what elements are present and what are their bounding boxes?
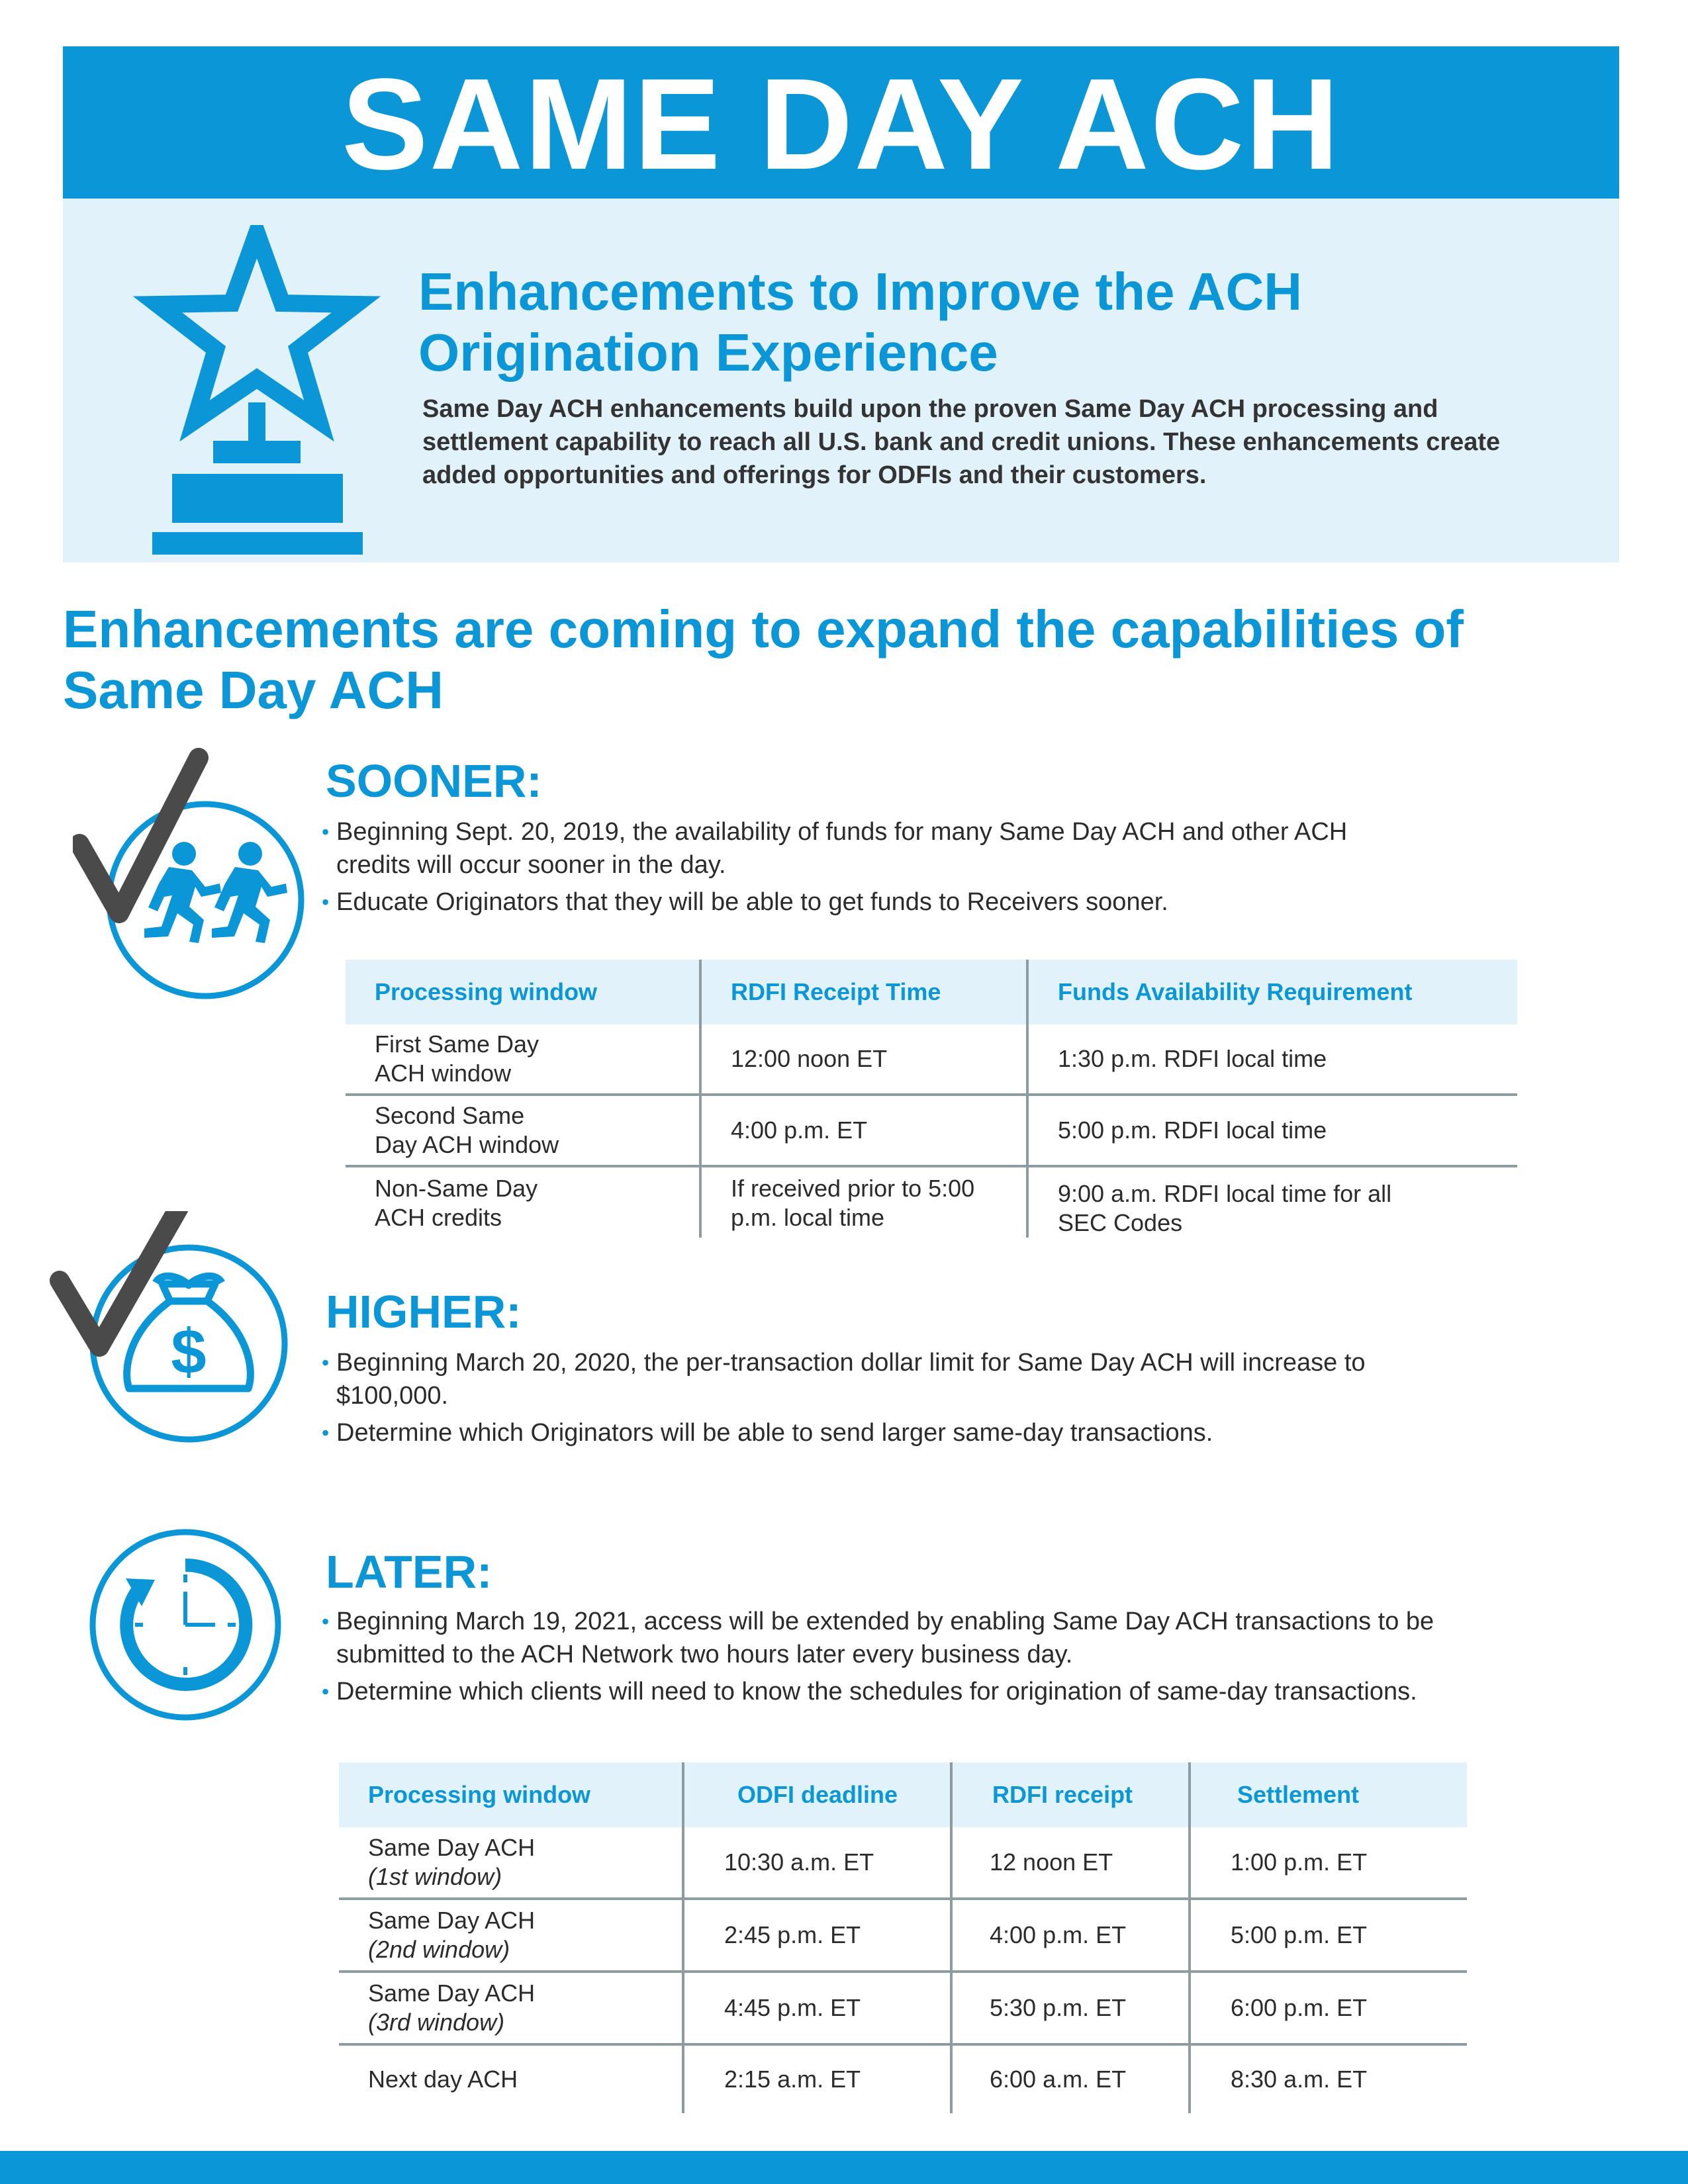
list-item: • Beginning March 20, 2020, the per-transaction dollar limit for Same Day ACH will increase to $100,000. bbox=[322, 1346, 1387, 1412]
table-cell: Second Same Day ACH window bbox=[346, 1095, 700, 1166]
table-header-row bbox=[339, 1762, 1467, 1827]
window-sub: (2nd window) bbox=[368, 1936, 510, 1963]
window-sub: (1st window) bbox=[368, 1863, 502, 1890]
section-heading: Enhancements are coming to expand the capabilities of Same Day ACH bbox=[63, 600, 1464, 719]
later-bullets bbox=[322, 1605, 1533, 1712]
processing-schedule-table bbox=[339, 1762, 1467, 2113]
clock-refresh-icon bbox=[86, 1525, 285, 1724]
table-cell bbox=[339, 1827, 683, 1899]
list-item: • Beginning March 19, 2021, access will be extended by enabling Same Day ACH transactions to be submitted to the ACH Network two hours later every business day. bbox=[322, 1605, 1533, 1671]
table-cell: 9:00 a.m. RDFI local time for all SEC Codes bbox=[1027, 1166, 1517, 1238]
sooner-bullets bbox=[322, 815, 1354, 923]
table-cell: 5:00 p.m. ET bbox=[1190, 1899, 1467, 1972]
list-item: • Beginning Sept. 20, 2019, the availability of funds for many Same Day ACH and other ACH credits will occur sooner in the day. bbox=[322, 815, 1354, 882]
table-cell: 1:00 p.m. ET bbox=[1190, 1827, 1467, 1899]
intro-body: Same Day ACH enhancements build upon the proven Same Day ACH processing and settlement capability to reach all U.S. bank and credit unions. These enhancements create added opportunities and offerings for ODFIs and their customers. bbox=[422, 395, 1501, 489]
list-item: • Determine which Originators will be able to send larger same-day transactions. bbox=[322, 1416, 1387, 1449]
table-cell: First Same Day ACH window bbox=[375, 1030, 539, 1087]
table-row bbox=[346, 1166, 1517, 1238]
table-header-row bbox=[346, 960, 1517, 1024]
column-header: Processing window bbox=[339, 1762, 683, 1827]
higher-title: HIGHER: bbox=[326, 1286, 522, 1338]
table-cell bbox=[339, 2044, 683, 2113]
table-cell: 2:45 p.m. ET bbox=[683, 1899, 951, 1972]
trophy-star-icon bbox=[118, 225, 396, 556]
table-cell: 4:00 p.m. ET bbox=[951, 1899, 1190, 1972]
table-cell: 1:30 p.m. RDFI local time bbox=[1027, 1024, 1517, 1095]
page-title: SAME DAY ACH bbox=[342, 52, 1340, 197]
sooner-title: SOONER: bbox=[326, 755, 542, 807]
column-header: Settlement bbox=[1190, 1762, 1467, 1827]
column-header: RDFI receipt bbox=[951, 1762, 1190, 1827]
window-sub: (3rd window) bbox=[368, 2009, 505, 2036]
dollar-sign-icon: $ bbox=[171, 1316, 207, 1387]
table-row bbox=[339, 1972, 1467, 2044]
table-cell: 12 noon ET bbox=[951, 1827, 1190, 1899]
table-cell: 6:00 a.m. ET bbox=[951, 2044, 1190, 2113]
table-cell: 10:30 a.m. ET bbox=[683, 1827, 951, 1899]
table-row bbox=[346, 1095, 1517, 1166]
table-row bbox=[339, 1827, 1467, 1899]
higher-bullets bbox=[322, 1346, 1387, 1453]
table-cell: If received prior to 5:00 p.m. local time bbox=[700, 1166, 1027, 1238]
sooner-circle bbox=[109, 804, 301, 996]
column-header: RDFI Receipt Time bbox=[700, 960, 1027, 1024]
column-header: Funds Availability Requirement bbox=[1027, 960, 1517, 1024]
later-title: LATER: bbox=[326, 1546, 492, 1598]
header-band bbox=[63, 46, 1619, 199]
table-cell: 6:00 p.m. ET bbox=[1190, 1972, 1467, 2044]
table-cell: 8:30 a.m. ET bbox=[1190, 2044, 1467, 2113]
funds-availability-table bbox=[346, 960, 1517, 1238]
table-row bbox=[346, 1024, 1517, 1095]
window-name: Same Day ACH bbox=[368, 1834, 536, 1861]
window-name: Next day ACH bbox=[368, 2066, 518, 2093]
higher-icon-group bbox=[50, 1211, 301, 1463]
table-cell: 12:00 noon ET bbox=[700, 1024, 1027, 1095]
footer-band bbox=[0, 2151, 1688, 2184]
table-cell: 4:45 p.m. ET bbox=[683, 1972, 951, 2044]
window-name: Same Day ACH bbox=[368, 1907, 536, 1934]
sooner-icon-group bbox=[73, 745, 311, 1009]
window-name: Same Day ACH bbox=[368, 1979, 536, 2007]
table-row bbox=[339, 2044, 1467, 2113]
table-cell: 2:15 a.m. ET bbox=[683, 2044, 951, 2113]
table-cell bbox=[339, 1972, 683, 2044]
column-header: ODFI deadline bbox=[683, 1762, 951, 1827]
intro-heading: Enhancements to Improve the ACH Origination Experience bbox=[418, 262, 1303, 382]
column-header: Processing window bbox=[346, 960, 700, 1024]
table-cell: 5:00 p.m. RDFI local time bbox=[1027, 1095, 1517, 1166]
table-cell: 4:00 p.m. ET bbox=[700, 1095, 1027, 1166]
table-cell: 5:30 p.m. ET bbox=[951, 1972, 1190, 2044]
table-cell bbox=[339, 1899, 683, 1972]
table-cell: Non-Same Day ACH credits bbox=[346, 1166, 700, 1238]
table-row bbox=[339, 1899, 1467, 1972]
list-item: • Determine which clients will need to know the schedules for origination of same-day transactions. bbox=[322, 1675, 1533, 1708]
list-item: • Educate Originators that they will be able to get funds to Receivers sooner. bbox=[322, 886, 1354, 919]
